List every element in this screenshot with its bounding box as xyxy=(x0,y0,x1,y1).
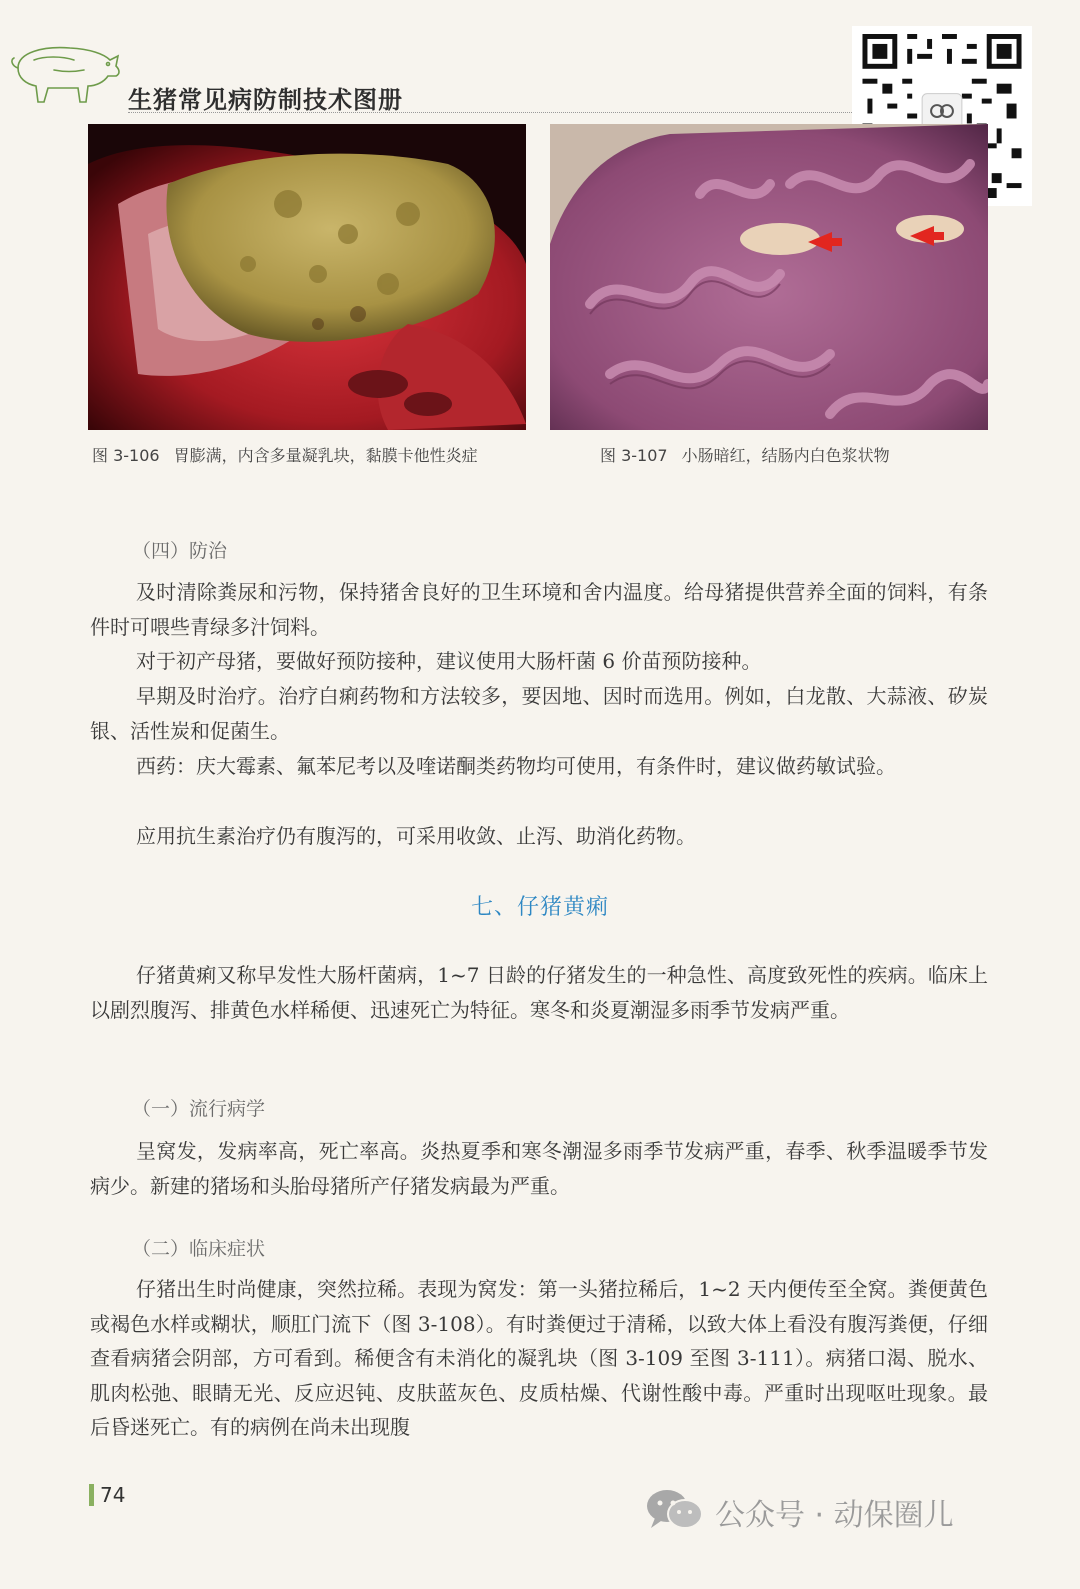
pig-logo-icon xyxy=(4,30,124,110)
prevention-paragraph: 西药：庆大霉素、氟苯尼考以及喹诺酮类药物均可使用，有条件时，建议做药敏试验。 xyxy=(136,754,896,778)
stomach-photo-image xyxy=(88,124,526,430)
intestine-photo-image xyxy=(550,124,988,430)
prevention-paragraph: 对于初产母猪，要做好预防接种，建议使用大肠杆菌 6 价苗预防接种。 xyxy=(136,649,762,673)
figure-3-106-caption xyxy=(92,443,478,466)
caption-text: 胃膨满，内含多量凝乳块，黏膜卡他性炎症 xyxy=(173,446,478,465)
header-divider xyxy=(128,112,856,113)
symptoms-text: 仔猪出生时尚健康，突然拉稀。表现为窝发：第一头猪拉稀后，1~2 天内便传至全窝。粪便黄色或褐色水样或糊状，顺肛门流下（图 3-108）。有时粪便过于清稀，以致大体上看没有腹泻粪便，仔细查看病猪会阴部，方可看到。稀便含有未消化的凝乳块（图 3-109 至图 3-111）。病猪口渴、脱水、肌肉松弛、眼睛无光、反应迟钝、皮肤蓝灰色、皮质枯燥、代谢性酸中毒。严重时出现呕吐现象。最后昏迷死亡。有的病例在尚未出现腹 xyxy=(90,1277,988,1439)
epidemiology-heading: （一）流行病学 xyxy=(132,1098,266,1120)
watermark-text: 公众号 · 动保圈儿 xyxy=(715,1498,954,1533)
figure-3-107-caption xyxy=(600,443,890,466)
figure-number: 图 3-107 xyxy=(600,446,668,465)
figure-3-107-photo xyxy=(550,124,988,430)
book-title: 生猪常见病防制技术图册 xyxy=(128,85,403,114)
prevention-heading: （四）防治 xyxy=(132,540,228,562)
prevention-paragraph: 及时清除粪尿和污物，保持猪舍良好的卫生环境和舍内温度。给母猪提供营养全面的饲料，有条件时可喂些青绿多汁饲料。 xyxy=(90,580,988,639)
prevention-paragraph: 应用抗生素治疗仍有腹泻的，可采用收敛、止泻、助消化药物。 xyxy=(136,824,696,848)
section-intro: 仔猪黄痢又称早发性大肠杆菌病，1~7 日龄的仔猪发生的一种急性、高度致死性的疾病。临床上以剧烈腹泻、排黄色水样稀便、迅速死亡为特征。寒冬和炎夏潮湿多雨季节发病严重。 xyxy=(90,963,988,1022)
wechat-icon xyxy=(645,1488,705,1532)
page-number: 74 xyxy=(100,1483,126,1507)
caption-text: 小肠暗红，结肠内白色浆状物 xyxy=(681,446,890,465)
prevention-paragraph: 早期及时治疗。治疗白痢药物和方法较多，要因地、因时而选用。例如，白龙散、大蒜液、矽炭银、活性炭和促菌生。 xyxy=(90,684,988,743)
figure-3-106-photo xyxy=(88,124,526,430)
section-title: 七、仔猪黄痢 xyxy=(470,895,609,920)
figure-number: 图 3-106 xyxy=(92,446,160,465)
symptoms-heading: （二）临床症状 xyxy=(132,1238,266,1260)
epidemiology-text: 呈窝发，发病率高，死亡率高。炎热夏季和寒冬潮湿多雨季节发病严重，春季、秋季温暖季节发病少。新建的猪场和头胎母猪所产仔猪发病最为严重。 xyxy=(90,1139,988,1198)
page-header xyxy=(0,20,860,114)
page-number-marker xyxy=(89,1484,94,1506)
